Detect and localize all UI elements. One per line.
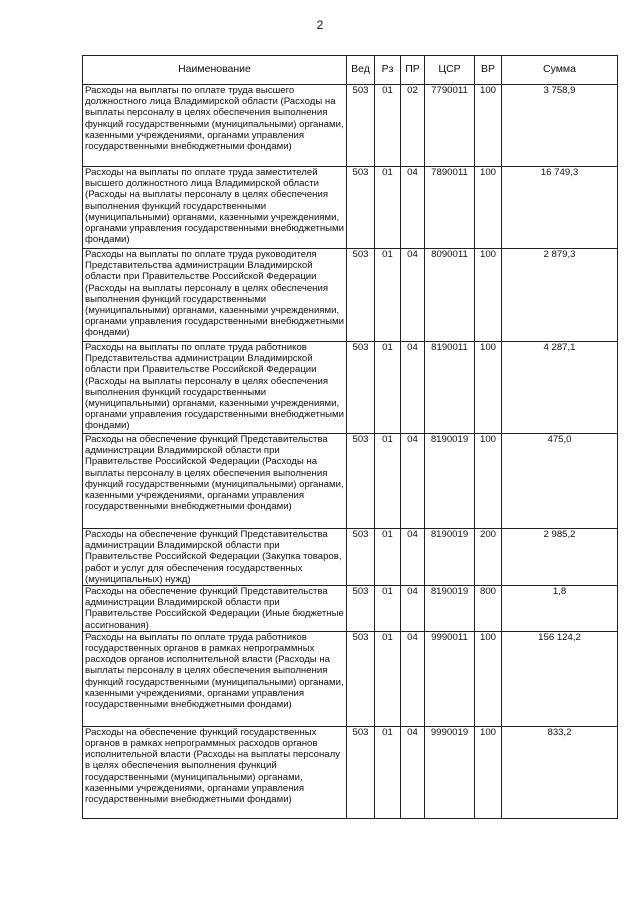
cell-sum: 16 749,3 <box>502 167 618 249</box>
cell-sum: 833,2 <box>502 726 618 818</box>
table-row <box>83 726 618 818</box>
cell-rz: 01 <box>375 249 401 342</box>
cell-pr: 04 <box>401 342 425 434</box>
cell-ved: 503 <box>347 529 375 586</box>
cell-name: Расходы на выплаты по оплате труда работников Представительства администрации Владимирской области при Правительстве Российской Федерации (Расходы на выплаты персоналу в целях обеспечения выполнения функций государственными (муниципальными) органами, казенными учреждениями, органами управления государственными внебюджетными фондами) <box>83 342 347 434</box>
cell-csr: 9990011 <box>425 631 475 726</box>
cell-ved: 503 <box>347 631 375 726</box>
table-row <box>83 342 618 434</box>
cell-name: Расходы на выплаты по оплате труда руководителя Представительства администрации Владимирской области при Правительстве Российской Федерации (Расходы на выплаты персоналу в целях обеспечения выполнения функций государственными (муниципальными) органами, казенными учреждениями, органами управления государственными внебюджетными фондами) <box>83 249 347 342</box>
cell-vr: 100 <box>475 249 502 342</box>
table-row <box>83 249 618 342</box>
cell-rz: 01 <box>375 726 401 818</box>
cell-ved: 503 <box>347 342 375 434</box>
cell-ved: 503 <box>347 434 375 529</box>
cell-rz: 01 <box>375 631 401 726</box>
header-rz: Рз <box>375 56 401 85</box>
cell-csr: 7890011 <box>425 167 475 249</box>
cell-csr: 8190019 <box>425 529 475 586</box>
cell-name: Расходы на обеспечение функций государственных органов в рамках непрограммных расходов органов исполнительной власти (Расходы на выплаты персоналу в целях обеспечения выполнения функций государственными (муниципальными) органами, казенными учреждениями, органами управления государственными внебюджетными фондами) <box>83 726 347 818</box>
cell-csr: 8190011 <box>425 342 475 434</box>
cell-csr: 9990019 <box>425 726 475 818</box>
header-row <box>83 56 618 85</box>
cell-csr: 8090011 <box>425 249 475 342</box>
cell-name: Расходы на выплаты по оплате труда высшего должностного лица Владимирской области (Расходы на выплаты персоналу в целях обеспечения выполнения функций государственными (муниципальными) органами, казенными учреждениями, органами управления государственными внебюджетными фондами) <box>83 85 347 167</box>
cell-vr: 100 <box>475 167 502 249</box>
cell-vr: 100 <box>475 342 502 434</box>
cell-vr: 100 <box>475 726 502 818</box>
cell-rz: 01 <box>375 167 401 249</box>
cell-rz: 01 <box>375 342 401 434</box>
table-row <box>83 631 618 726</box>
cell-name: Расходы на выплаты по оплате труда работников государственных органов в рамках непрограммных расходов органов исполнительной власти (Расходы на выплаты персоналу в целях обеспечения выполнения функций государственными (муниципальными) органами, казенными учреждениями, органами управления государственными внебюджетными фондами) <box>83 631 347 726</box>
table-row <box>83 586 618 632</box>
cell-name: Расходы на выплаты по оплате труда заместителей высшего должностного лица Владимирской области (Расходы на выплаты персоналу в целях обеспечения выполнения функций государственными (муниципальными) органами, казенными учреждениями, органами управления государственными внебюджетными фондами) <box>83 167 347 249</box>
cell-ved: 503 <box>347 726 375 818</box>
cell-sum: 156 124,2 <box>502 631 618 726</box>
page-number: 2 <box>316 18 324 32</box>
budget-table <box>82 55 618 819</box>
cell-csr: 7790011 <box>425 85 475 167</box>
table-row <box>83 85 618 167</box>
header-csr: ЦСР <box>425 56 475 85</box>
cell-rz: 01 <box>375 586 401 632</box>
cell-ved: 503 <box>347 249 375 342</box>
cell-sum: 2 985,2 <box>502 529 618 586</box>
table-row <box>83 167 618 249</box>
table-row <box>83 434 618 529</box>
cell-pr: 04 <box>401 631 425 726</box>
header-vr: ВР <box>475 56 502 85</box>
cell-sum: 2 879,3 <box>502 249 618 342</box>
cell-ved: 503 <box>347 167 375 249</box>
cell-sum: 3 758,9 <box>502 85 618 167</box>
cell-sum: 4 287,1 <box>502 342 618 434</box>
cell-vr: 200 <box>475 529 502 586</box>
cell-sum: 1,8 <box>502 586 618 632</box>
cell-pr: 04 <box>401 726 425 818</box>
cell-pr: 04 <box>401 434 425 529</box>
cell-csr: 8190019 <box>425 434 475 529</box>
cell-rz: 01 <box>375 85 401 167</box>
cell-pr: 04 <box>401 529 425 586</box>
cell-name: Расходы на обеспечение функций Представительства администрации Владимирской области при Правительстве Российской Федерации (Расходы на выплаты персоналу в целях обеспечения выполнения функций государственными (муниципальными) органами, казенными учреждениями, органами управления государственными внебюджетными фондами) <box>83 434 347 529</box>
cell-vr: 100 <box>475 85 502 167</box>
cell-rz: 01 <box>375 434 401 529</box>
cell-ved: 503 <box>347 586 375 632</box>
cell-csr: 8190019 <box>425 586 475 632</box>
cell-rz: 01 <box>375 529 401 586</box>
cell-sum: 475,0 <box>502 434 618 529</box>
cell-pr: 04 <box>401 249 425 342</box>
cell-vr: 100 <box>475 434 502 529</box>
header-ved: Вед <box>347 56 375 85</box>
cell-pr: 04 <box>401 167 425 249</box>
cell-vr: 100 <box>475 631 502 726</box>
table-row <box>83 529 618 586</box>
cell-name: Расходы на обеспечение функций Представительства администрации Владимирской области при Правительстве Российской Федерации (Закупка товаров, работ и услуг для обеспечения государственных (муниципальных) нужд) <box>83 529 347 586</box>
cell-pr: 04 <box>401 586 425 632</box>
cell-vr: 800 <box>475 586 502 632</box>
cell-name: Расходы на обеспечение функций Представительства администрации Владимирской области при Правительстве Российской Федерации (Иные бюджетные ассигнования) <box>83 586 347 632</box>
header-sum: Сумма <box>502 56 618 85</box>
header-pr: ПР <box>401 56 425 85</box>
cell-ved: 503 <box>347 85 375 167</box>
cell-pr: 02 <box>401 85 425 167</box>
header-name: Наименование <box>83 56 347 85</box>
